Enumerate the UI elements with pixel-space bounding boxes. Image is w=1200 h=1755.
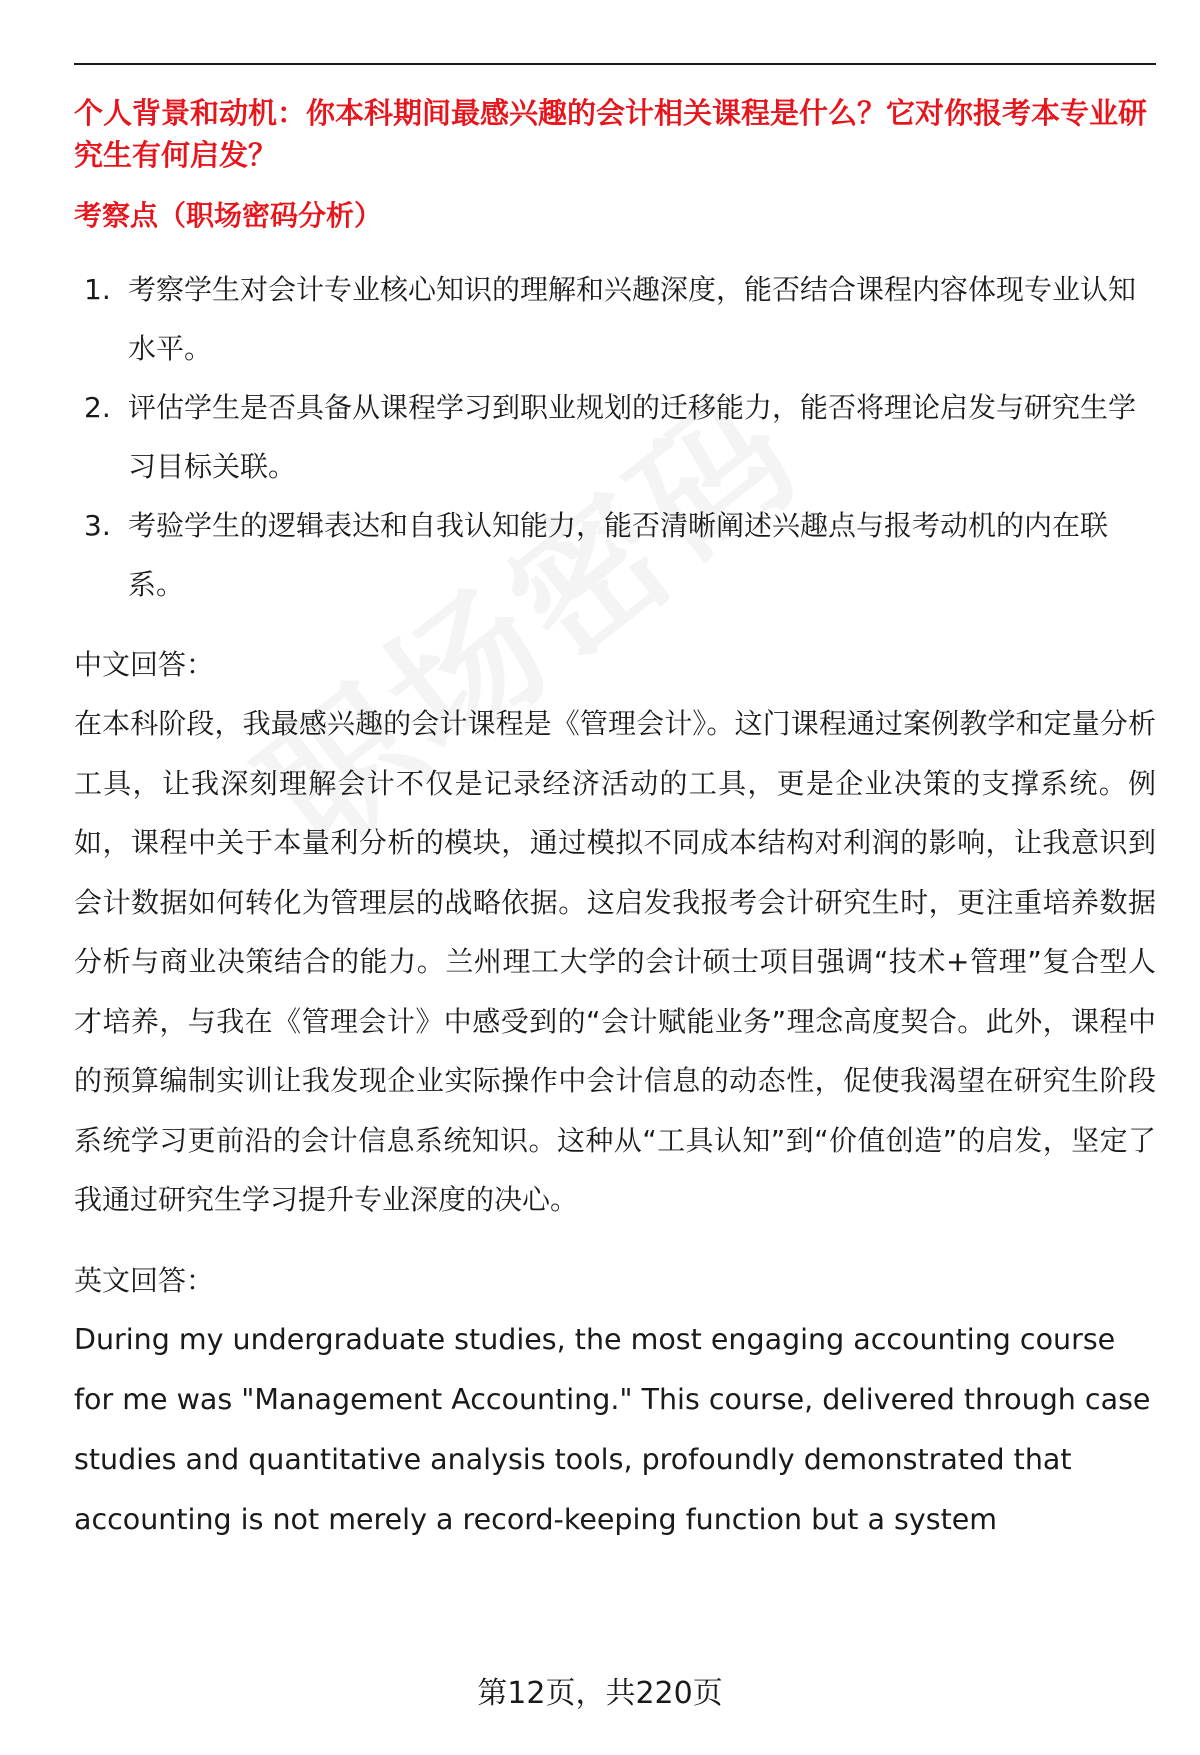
focus-list bbox=[74, 260, 1156, 614]
list-item-number: 1. bbox=[84, 273, 111, 306]
list-item-text: 评估学生是否具备从课程学习到职业规划的迁移能力，能否将理论启发与研究生学习目标关联。 bbox=[128, 391, 1137, 483]
english-answer-label: 英文回答： bbox=[74, 1263, 215, 1297]
list-item-number: 2. bbox=[84, 391, 111, 424]
header-rule bbox=[74, 63, 1156, 65]
page-number: 第12页，共220页 bbox=[477, 1676, 723, 1711]
list-item bbox=[74, 260, 1156, 378]
document-body bbox=[74, 92, 1156, 1550]
list-item-text: 考验学生的逻辑表达和自我认知能力，能否清晰阐述兴趣点与报考动机的内在联系。 bbox=[128, 509, 1109, 601]
question-heading: 个人背景和动机：你本科期间最感兴趣的会计相关课程是什么？它对你报考本专业研究生有何启发？ bbox=[74, 96, 1148, 172]
list-item-text: 考察学生对会计专业核心知识的理解和兴趣深度，能否结合课程内容体现专业认知水平。 bbox=[128, 273, 1137, 365]
chinese-answer-label: 中文回答： bbox=[74, 648, 215, 681]
english-answer-text: During my undergraduate studies, the most engaging accounting course for me was "Management Accounting." This course, delivered through case studies and quantitative analysis tools, profoundly demonstrated that accounting is not merely a record-keeping function but a system bbox=[74, 1322, 1151, 1536]
chinese-answer-text: 在本科阶段，我最感兴趣的会计课程是《管理会计》。这门课程通过案例教学和定量分析工具，让我深刻理解会计不仅是记录经济活动的工具，更是企业决策的支撑系统。例如，课程中关于本量利分析的模块，通过模拟不同成本结构对利润的影响，让我意识到会计数据如何转化为管理层的战略依据。这启发我报考会计研究生时，更注重培养数据分析与商业决策结合的能力。兰州理工大学的会计硕士项目强调“技术+管理”复合型人才培养，与我在《管理会计》中感受到的“会计赋能业务”理念高度契合。此外，课程中的预算编制实训让我发现企业实际操作中会计信息的动态性，促使我渴望在研究生阶段系统学习更前沿的会计信息系统知识。这种从“工具认知”到“价值创造”的启发，坚定了我通过研究生学习提升专业深度的决心。 bbox=[74, 707, 1156, 1216]
list-item bbox=[74, 496, 1156, 614]
list-item bbox=[74, 378, 1156, 496]
list-item-number: 3. bbox=[84, 509, 111, 542]
focus-heading: 考察点（职场密码分析） bbox=[74, 199, 383, 232]
